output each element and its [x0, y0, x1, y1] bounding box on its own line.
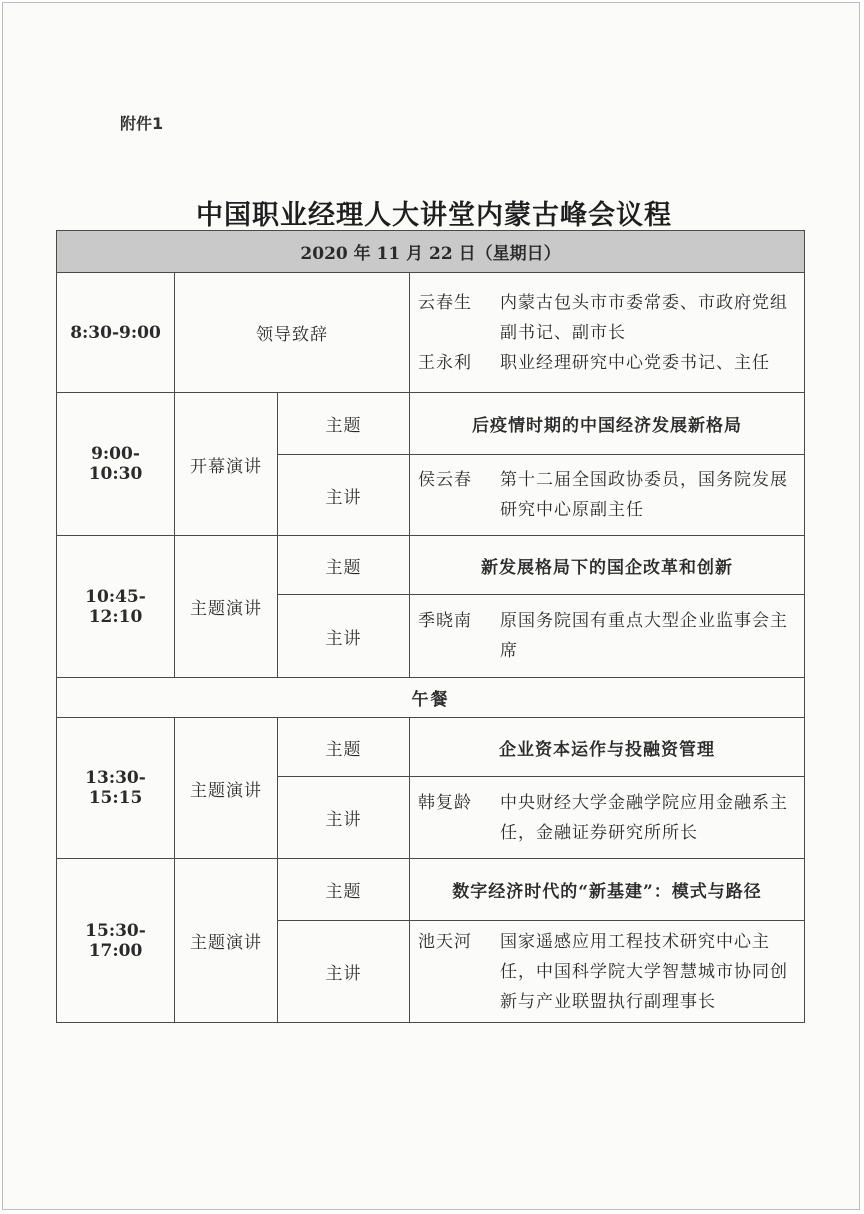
session-time: 8:30-9:00: [57, 273, 175, 393]
topic-label: 主题: [278, 718, 410, 777]
topic-title: 数字经济时代的“新基建”：模式与路径: [410, 859, 805, 921]
date-row: [57, 231, 805, 273]
speaker-title: 职业经理研究中心党委书记、主任: [500, 352, 770, 373]
table-row: [57, 718, 805, 777]
speaker-title: 原国务院国有重点大型企业监事会主席: [500, 611, 788, 661]
speaker-entry: [418, 288, 796, 348]
agenda-table: [56, 230, 805, 1023]
table-row: [57, 393, 805, 455]
speaker-name: 韩复龄: [418, 792, 472, 813]
speaker-cell: [410, 595, 805, 678]
topic-title: 新发展格局下的国企改革和创新: [410, 536, 805, 595]
topic-label: 主题: [278, 393, 410, 455]
speaker-name: 云春生: [418, 292, 472, 313]
speaker-label: 主讲: [278, 921, 410, 1023]
session-time: 15:30-17:00: [57, 859, 175, 1023]
speaker-entry: [418, 606, 796, 666]
table-row: [57, 859, 805, 921]
session-name: 开幕演讲: [175, 393, 278, 536]
topic-label: 主题: [278, 536, 410, 595]
speaker-title: 内蒙古包头市市委常委、市政府党组副书记、副市长: [500, 292, 788, 343]
session-time: 10:45-12:10: [57, 536, 175, 678]
speaker-entry: [418, 927, 796, 1017]
speaker-name: 王永利: [418, 352, 472, 373]
speaker-label: 主讲: [278, 595, 410, 678]
session-name: 领导致辞: [175, 273, 410, 393]
session-name: 主题演讲: [175, 536, 278, 678]
speaker-title: 第十二届全国政协委员，国务院发展研究中心原副主任: [500, 470, 788, 520]
topic-title: 企业资本运作与投融资管理: [410, 718, 805, 777]
speaker-title: 国家遥感应用工程技术研究中心主任，中国科学院大学智慧城市协同创新与产业联盟执行副理事长: [500, 931, 788, 1012]
speaker-entry: [418, 465, 796, 525]
lunch-row: [57, 678, 805, 718]
speaker-name: 季晓南: [418, 611, 472, 631]
speaker-title: 中央财经大学金融学院应用金融系主任，金融证券研究所所长: [500, 792, 788, 843]
speaker-name: 池天河: [418, 931, 472, 952]
speaker-name: 侯云春: [418, 470, 472, 490]
date-header: 2020 年 11 月 22 日（星期日）: [57, 231, 805, 273]
table-row-opening: [57, 273, 805, 393]
attachment-label: 附件1: [120, 114, 164, 133]
session-time: 9:00-10:30: [57, 393, 175, 536]
speaker-entry: [418, 788, 796, 848]
topic-label: 主题: [278, 859, 410, 921]
session-name: 主题演讲: [175, 859, 278, 1023]
speaker-cell: [410, 455, 805, 536]
speakers-cell: [410, 273, 805, 393]
speaker-label: 主讲: [278, 777, 410, 859]
speaker-label: 主讲: [278, 455, 410, 536]
page-title: 中国职业经理人大讲堂内蒙古峰会议程: [196, 200, 672, 231]
table-row: [57, 536, 805, 595]
session-time: 13:30-15:15: [57, 718, 175, 859]
speaker-cell: [410, 921, 805, 1023]
session-name: 主题演讲: [175, 718, 278, 859]
lunch-label: 午餐: [57, 678, 805, 718]
speaker-entry: [418, 348, 796, 378]
speaker-cell: [410, 777, 805, 859]
topic-title: 后疫情时期的中国经济发展新格局: [410, 393, 805, 455]
